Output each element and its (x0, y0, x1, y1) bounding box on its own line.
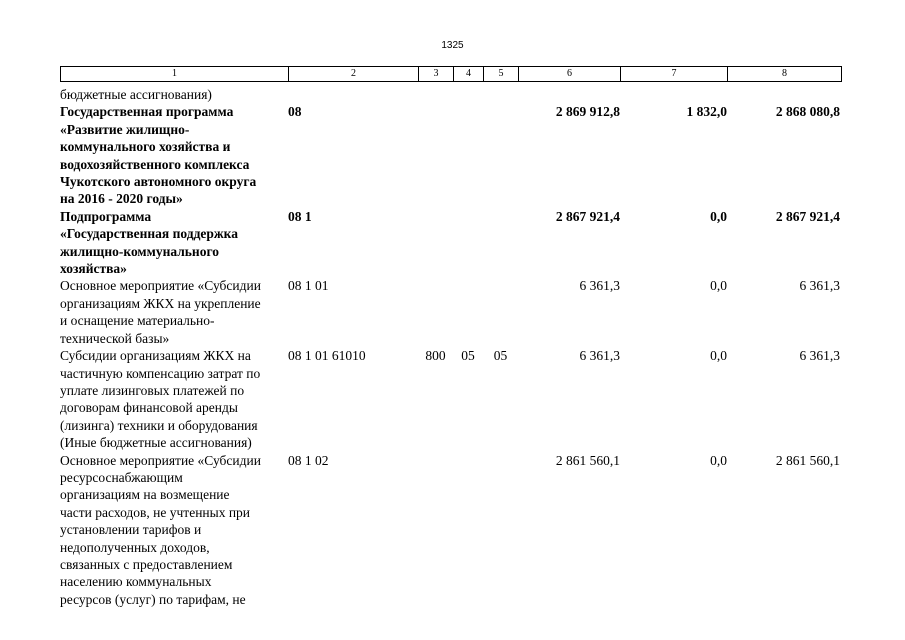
row-col-4 (453, 103, 483, 207)
header-col-5: 5 (484, 67, 519, 81)
header-col-1: 1 (61, 67, 289, 81)
header-col-6: 6 (519, 67, 621, 81)
row-col-5 (483, 452, 518, 609)
row-value-7: 0,0 (710, 452, 727, 468)
table-row (60, 103, 840, 207)
table-row (60, 208, 840, 278)
header-col-7: 7 (621, 67, 728, 81)
row-value-7 (620, 86, 727, 103)
row-value-8: 2 868 080,8 (775, 104, 840, 120)
row-col-4 (453, 452, 483, 609)
row-name: бюджетные ассигнования) (60, 87, 212, 102)
page-number: 1325 (441, 40, 464, 51)
row-value-6: 2 867 921,4 (555, 208, 620, 224)
row-value-7: 1 832,0 (686, 104, 727, 120)
row-code: 08 (288, 104, 302, 120)
row-col-3 (418, 452, 453, 609)
row-value-6: 2 861 560,1 (555, 452, 620, 468)
row-col-3 (418, 103, 453, 207)
row-name: Подпрограмма «Государственная поддержка жилищно-коммунального хозяйства» (60, 208, 239, 277)
row-value-8: 6 361,3 (799, 278, 840, 294)
row-col-3 (418, 208, 453, 278)
row-col-5 (483, 277, 518, 347)
row-col-4 (453, 86, 483, 103)
row-code (288, 86, 418, 103)
row-code: 08 1 (288, 208, 312, 224)
header-col-4: 4 (454, 67, 484, 81)
table-row (60, 347, 840, 451)
row-col-3 (418, 277, 453, 347)
row-value-8: 6 361,3 (799, 348, 840, 364)
table-body (60, 86, 840, 608)
row-name: Субсидии организациям ЖКХ на частичную компенсацию затрат по уплате лизинговых платежей по договорам финансовой аренды (лизинга) техники и оборудования (Иные бюджетные ассигнования) (60, 348, 261, 451)
row-value-7: 0,0 (710, 348, 727, 364)
row-value-6: 6 361,3 (579, 278, 620, 294)
row-value-7: 0,0 (710, 278, 727, 294)
table-row (60, 277, 840, 347)
row-col-4 (453, 277, 483, 347)
row-col-5 (483, 103, 518, 207)
table-header (60, 66, 842, 82)
table-row (60, 86, 840, 103)
row-value-8: 2 861 560,1 (775, 452, 840, 468)
header-col-8: 8 (782, 68, 787, 79)
row-name: Основное мероприятие «Субсидии ресурсоснабжающим организациям на возмещение части расходов, не учтенных при установлении тарифов и недополученных доходов, связанных с предоставлением населению коммунальных ресурсов (услуг) по тарифам, не (60, 452, 261, 607)
row-col-5: 05 (493, 348, 508, 364)
row-name: Государственная программа «Развитие жилищно- коммунального хозяйства и водохозяйственного комплекса Чукотского автономного округа на 2016 - 2020 годы» (60, 104, 257, 207)
row-col-4 (453, 208, 483, 278)
row-col-5 (483, 86, 518, 103)
row-value-8 (727, 86, 840, 103)
row-value-6: 2 869 912,8 (555, 104, 620, 120)
row-col-5 (483, 208, 518, 278)
row-col-3 (418, 86, 453, 103)
row-value-6: 6 361,3 (579, 348, 620, 364)
table-row (60, 452, 840, 609)
row-value-7: 0,0 (710, 208, 727, 224)
row-code: 08 1 01 (288, 278, 329, 294)
header-col-3: 3 (419, 67, 454, 81)
row-value-6 (518, 86, 620, 103)
row-value-8: 2 867 921,4 (775, 208, 840, 224)
row-code: 08 1 01 61010 (288, 348, 366, 364)
row-col-4: 05 (461, 348, 475, 364)
row-name: Основное мероприятие «Субсидии организациям ЖКХ на укрепление и оснащение материально- технической базы» (60, 278, 261, 346)
row-col-3: 800 (425, 348, 446, 364)
header-col-2: 2 (289, 67, 419, 81)
row-code: 08 1 02 (288, 452, 329, 468)
